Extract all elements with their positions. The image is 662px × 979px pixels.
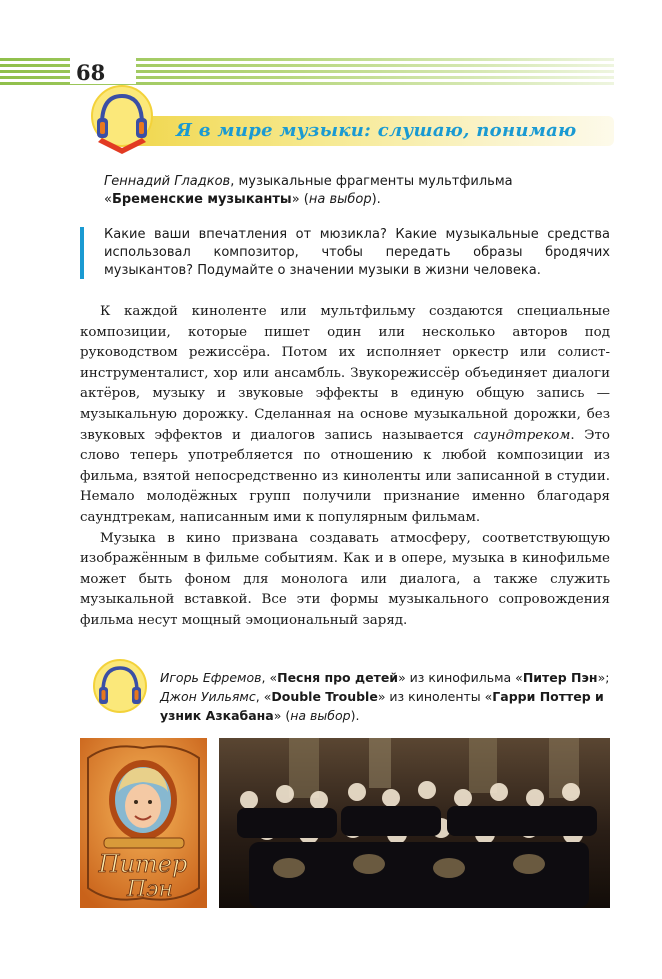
headphones-icon <box>92 658 148 714</box>
poster-title-line1: Питер <box>98 850 188 878</box>
headphones-icon <box>88 84 156 156</box>
listening-assignment-2: Игорь Ефремов, «Песня про детей» из кинофильма «Питер Пэн»; Джон Уильямс, «Double Trouble» из киноленты «Гарри Поттер и узник Азкабана» (на выбор). <box>160 670 610 723</box>
choir-image <box>219 738 610 908</box>
question-text: Какие ваши впечатления от мюзикла? Какие музыкальные средства использовал композитор, чтобы передать образы бродячих музыкантов? Подумайте о значении музыки в жизни человека. <box>104 227 610 278</box>
choir-photo <box>219 738 610 908</box>
work-title: Бременские музыканты <box>111 192 292 207</box>
paragraph: Музыка в кино призвана создавать атмосферу, соответствующую изображённым в фильме событиям. Как и в опере, музыка в кинофильме может быть фоном для монолога или диалога, а также служить музыкальной вставкой. Все эти формы музыкального сопровождения фильма несут мощный эмоциональный заряд. <box>80 530 610 628</box>
peter-pan-poster <box>80 738 207 908</box>
section-title: Я в мире музыки: слушаю, понимаю <box>176 120 577 141</box>
composer-name: Геннадий Гладков <box>104 174 231 189</box>
listening-assignment-1: Геннадий Гладков, музыкальные фрагменты мультфильма «Бременские музыканты» (на выбор). <box>104 174 513 207</box>
paragraph: К каждой киноленте или мультфильму создаются специальные композиции, которые пишет один или несколько авторов под руководством режиссёра. Потом их исполняет оркестр или солист-инструменталист, хор или ансамбль. Звукорежиссёр объединяет диалоги актёров, музыку и звуковые эффекты в единую общую запись — музыкальную дорожку. Сделанная на основе музыкальной дорожки, без звуковых эффектов и диалогов запись называется саундтреком. Это слово теперь употребляется по отношению к любой композиции из фильма, взятой непосредственно из киноленты или записанной в студии. Немало молодёжных групп получили признание именно благодаря саундтрекам, написанным ими к популярным фильмам. <box>80 304 610 525</box>
term-soundtrack: саундтреком <box>473 427 571 443</box>
poster-title-line2: Пэн <box>127 877 173 902</box>
page-number: 68 <box>76 60 106 85</box>
question-bar <box>80 227 84 279</box>
body-text <box>80 302 610 632</box>
poster-image <box>80 738 207 908</box>
